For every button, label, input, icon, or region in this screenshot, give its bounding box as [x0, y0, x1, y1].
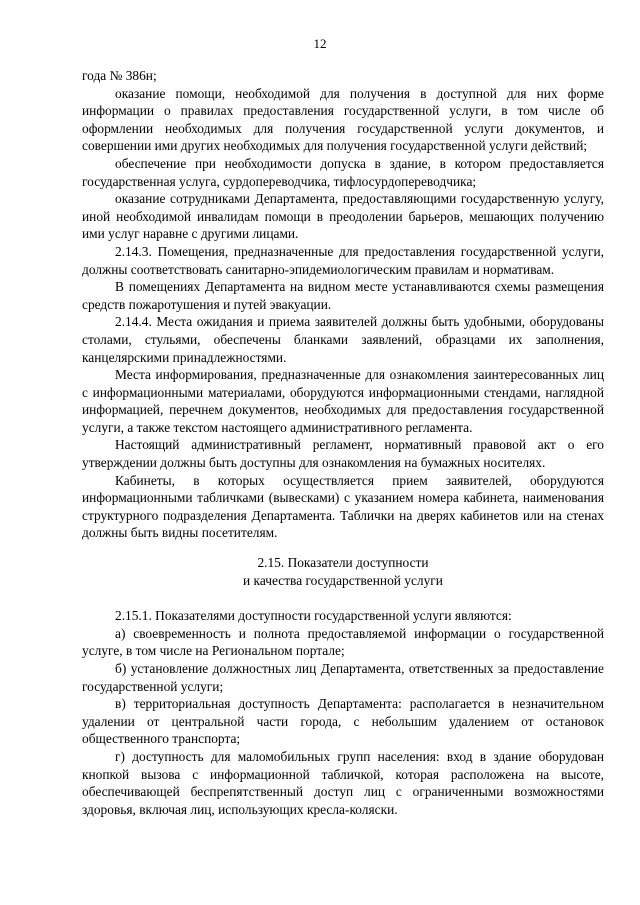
paragraph: года № 386н;	[82, 68, 157, 83]
paragraph: 2.15.1. Показателями доступности государственной услуги являются:	[115, 608, 512, 624]
paragraphs-bottom	[82, 607, 604, 818]
paragraph: оказание сотрудниками Департамента, предоставляющими государственную услугу, иной необходимой инвалидам помощи в преодолении барьеров, мешающих получению ими услуг наравне с другими лицами.	[82, 191, 604, 242]
paragraph: обеспечение при необходимости допуска в здание, в котором предоставляется государственная услуга, сурдопереводчика, тифлосурдопереводчика;	[82, 155, 604, 189]
paragraph: а) своевременность и полнота предоставляемой информации о государственной услуге, в том числе на Региональном портале;	[82, 625, 604, 659]
page-number: 12	[313, 36, 327, 51]
paragraph: оказание помощи, необходимой для получения в доступной для них форме информации о правилах предоставления государственной услуги, в том числе об оформлении необходимых для получения государственной услуги документов, и совершении ими других необходимых для получения государственной услуги действий;	[82, 85, 604, 154]
section-heading	[82, 554, 604, 589]
document-body	[82, 67, 604, 818]
paragraph: Настоящий административный регламент, нормативный правовой акт о его утверждении должны быть доступны для ознакомления на бумажных носителях.	[82, 437, 604, 471]
paragraph: г) доступность для маломобильных групп населения: вход в здание оборудован кнопкой вызова с информационной табличкой, которая расположена на высоте, обеспечивающей беспрепятственный доступ лиц с ограниченными возможностями здоровья, включая лиц, использующих кресла-коляски.	[82, 748, 604, 817]
paragraph: 2.14.3. Помещения, предназначенные для предоставления государственной услуги, должны соответствовать санитарно-эпидемиологическим правилам и нормативам.	[82, 243, 604, 277]
paragraphs-top	[82, 67, 604, 542]
paragraph: Места информирования, предназначенные для ознакомления заинтересованных лиц с информационными материалами, оборудуются информационными стендами, наглядной информацией, перечнем документов, необходимых для предоставления государственной услуги, а также текстом настоящего административного регламента.	[82, 367, 604, 435]
paragraph: 2.14.4. Места ожидания и приема заявителей должны быть удобными, оборудованы столами, стульями, обеспечены бланками заявлений, образцами их заполнения, канцелярскими принадлежностями.	[82, 314, 604, 365]
paragraph: В помещениях Департамента на видном месте устанавливаются схемы размещения средств пожаротушения и путей эвакуации.	[82, 279, 604, 312]
paragraph: в) территориальная доступность Департамента: располагается в незначительном удалении от центральной части города, с небольшим удалением от остановок общественного транспорта;	[82, 696, 604, 747]
section-heading-line1: 2.15. Показатели доступности	[257, 555, 429, 571]
paragraph: б) установление должностных лиц Департамента, ответственных за предоставление государственной услуги;	[82, 661, 604, 694]
paragraph: Кабинеты, в которых осуществляется прием заявителей, оборудуются информационными табличками (вывесками) с указанием номера кабинета, наименования структурного подразделения Департамента. Таблички на дверях кабинетов или на стенах должны быть видны посетителям.	[82, 472, 604, 541]
section-heading-line2: и качества государственной услуги	[243, 572, 443, 588]
